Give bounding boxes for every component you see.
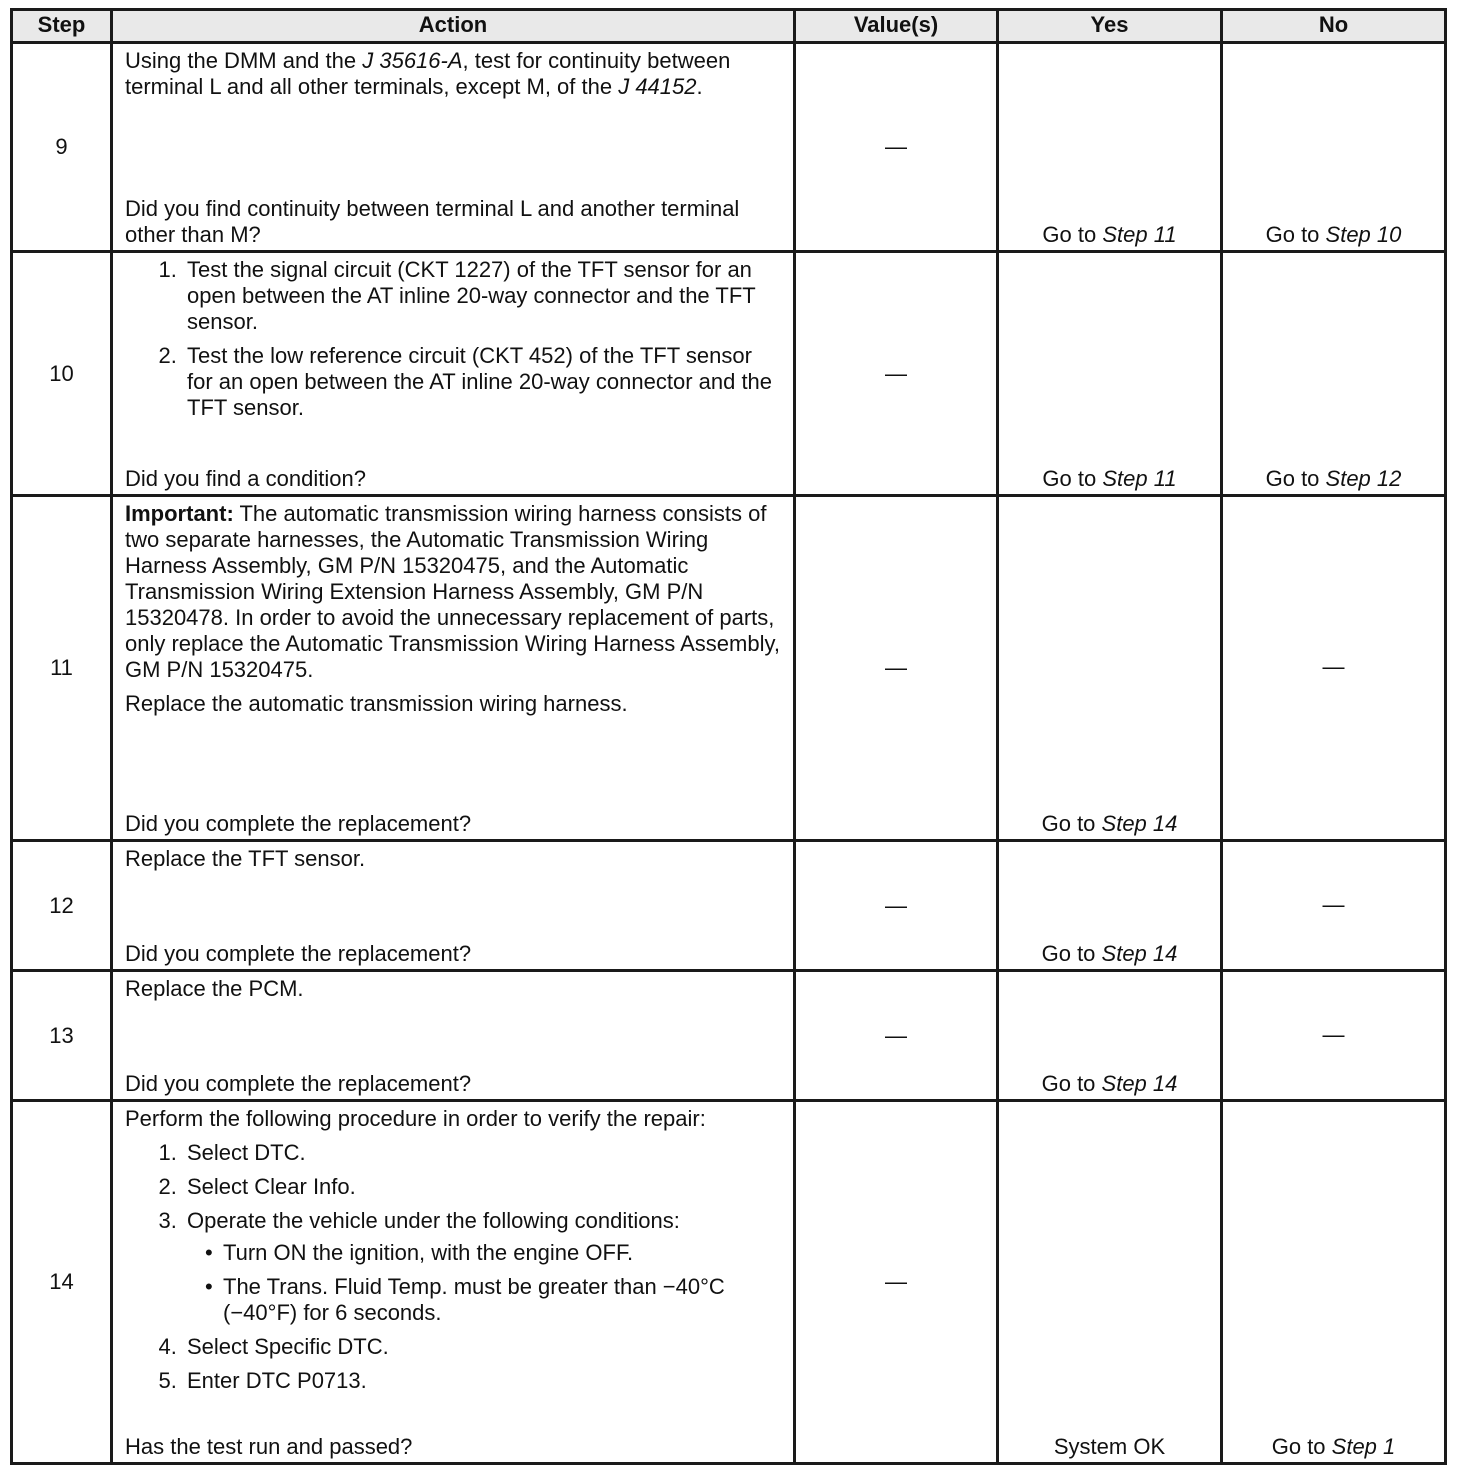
important-note: Important: The automatic transmission wiring harness consists of two separate harnesses, the Automatic Transmission Wiring Harness Assembly, GM P/N 15320475, and the Automatic Transmission Wiring Extension Harness Assembly, GM P/N 15320478. In order to avoid the unnecessary replacement of parts, only replace the Automatic Transmission Wiring Harness Assembly, GM P/N 15320475. [125, 501, 780, 682]
value-cell [795, 496, 998, 841]
value-dash: — [885, 892, 907, 918]
list-item: 1. Test the signal circuit (CKT 1227) of the TFT sensor for an open between the AT inline 20-way connector and the TFT sensor. [183, 257, 781, 335]
procedure-list [125, 257, 781, 421]
question-text: Did you complete the replacement? [125, 811, 472, 836]
value-cell [795, 971, 998, 1101]
table-row [12, 841, 1446, 971]
step-number: 10 [12, 252, 112, 496]
step-link[interactable]: Step 11 [1102, 222, 1177, 247]
bullet-item: • Turn ON the ignition, with the engine OFF. [223, 1240, 781, 1266]
value-dash: — [885, 1022, 907, 1048]
yes-cell: Go to Step 14 [998, 496, 1222, 841]
action-cell [112, 841, 795, 971]
action-cell [112, 971, 795, 1101]
header-yes: Yes [998, 10, 1222, 43]
step-link[interactable]: Step 10 [1325, 222, 1402, 247]
action-cell [112, 43, 795, 252]
header-row [12, 10, 1446, 43]
step-link[interactable]: Step 14 [1101, 1071, 1178, 1096]
question-text: Did you find a condition? [125, 466, 366, 491]
value-dash: — [885, 360, 907, 386]
yes-cell: Go to Step 14 [998, 971, 1222, 1101]
table-row [12, 971, 1446, 1101]
system-ok-text: System OK [1053, 1434, 1166, 1459]
value-dash: — [1322, 891, 1345, 917]
header-no: No [1222, 10, 1446, 43]
header-action: Action [112, 10, 795, 43]
list-item: 5. Enter DTC P0713. [183, 1368, 781, 1394]
instruction-text: Replace the PCM. [125, 976, 304, 1001]
value-cell [795, 43, 998, 252]
step-link[interactable]: Step 12 [1325, 466, 1402, 491]
step-number: 12 [12, 841, 112, 971]
step-number: 13 [12, 971, 112, 1101]
value-cell [795, 252, 998, 496]
no-cell [1222, 496, 1446, 841]
question-text: Did you complete the replacement? [125, 1071, 472, 1096]
header-values: Value(s) [795, 10, 998, 43]
action-text: Using the DMM and the J 35616-A, test for continuity between terminal L and all other terminals, except M, of the J 44152. [125, 48, 731, 99]
list-item: 2. Select Clear Info. [183, 1174, 781, 1200]
value-cell [795, 841, 998, 971]
action-cell [112, 496, 795, 841]
action-cell [112, 1101, 795, 1464]
value-cell [795, 1101, 998, 1464]
no-cell: Go to Step 12 [1222, 252, 1446, 496]
no-cell: Go to Step 10 [1222, 43, 1446, 252]
yes-cell: Go to Step 11 [998, 43, 1222, 252]
value-dash: — [1322, 654, 1345, 679]
yes-cell: Go to Step 14 [998, 841, 1222, 971]
list-item: 2. Test the low reference circuit (CKT 452) of the TFT sensor for an open between the AT inline 20-way connector and the TFT sensor. [183, 343, 781, 421]
step-link[interactable]: Step 11 [1102, 466, 1177, 491]
table-row [12, 496, 1446, 841]
yes-cell [998, 1101, 1222, 1464]
diagnostic-table [10, 8, 1447, 1465]
instruction-text: Replace the TFT sensor. [125, 846, 366, 871]
value-dash: — [1322, 1021, 1345, 1047]
procedure-list [125, 1140, 781, 1394]
list-item: 1. Select DTC. [183, 1140, 781, 1166]
step-number: 11 [12, 496, 112, 841]
instruction-text: Replace the automatic transmission wiring harness. [125, 691, 628, 716]
no-cell [1222, 841, 1446, 971]
tool-reference: J 35616-A [362, 48, 463, 73]
procedure-intro: Perform the following procedure in order to verify the repair: [125, 1106, 706, 1131]
table-row [12, 252, 1446, 496]
step-link[interactable]: Step 14 [1101, 811, 1178, 836]
question-text: Has the test run and passed? [125, 1434, 413, 1459]
list-item: 4. Select Specific DTC. [183, 1334, 781, 1360]
tool-reference: J 44152 [618, 74, 697, 99]
no-cell: Go to Step 1 [1222, 1101, 1446, 1464]
value-dash: — [885, 655, 907, 680]
header-step: Step [12, 10, 112, 43]
bullet-item: • The Trans. Fluid Temp. must be greater than −40°C (−40°F) for 6 seconds. [223, 1274, 781, 1326]
question-text: Did you complete the replacement? [125, 941, 472, 966]
condition-list [187, 1240, 781, 1326]
yes-cell: Go to Step 11 [998, 252, 1222, 496]
value-dash: — [885, 134, 907, 159]
action-cell [112, 252, 795, 496]
important-label: Important: [125, 501, 234, 526]
value-dash: — [885, 1269, 907, 1294]
question-text: Did you find continuity between terminal L and another terminal other than M? [125, 196, 740, 247]
list-item: 3. Operate the vehicle under the following conditions: • Turn ON the ignition, with the engine OFF. • The Trans. Fluid Temp. must be greater than −40°C (−40°F) for 6 seconds. [183, 1208, 781, 1326]
step-link[interactable]: Step 14 [1101, 941, 1178, 966]
table-row [12, 1101, 1446, 1464]
table-row [12, 43, 1446, 252]
step-number: 14 [12, 1101, 112, 1464]
no-cell [1222, 971, 1446, 1101]
step-link[interactable]: Step 1 [1331, 1434, 1396, 1459]
step-number: 9 [12, 43, 112, 252]
